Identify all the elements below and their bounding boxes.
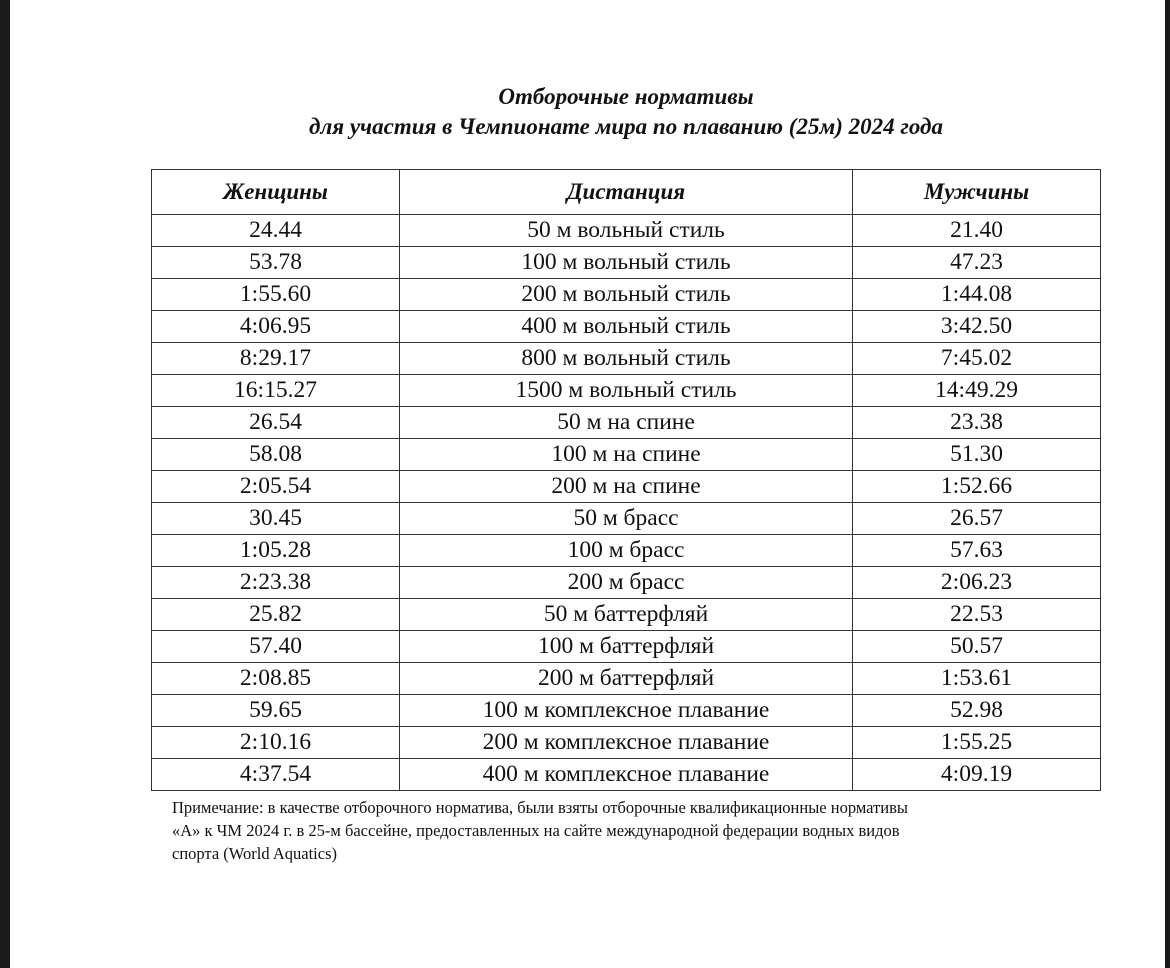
table-row (152, 535, 1101, 567)
distance-cell: 50 м брасс (400, 503, 853, 535)
table-row (152, 343, 1101, 375)
women-time-cell: 57.40 (152, 631, 400, 663)
men-time-cell: 51.30 (853, 439, 1101, 471)
header-men: Мужчины (853, 170, 1101, 215)
table-row (152, 631, 1101, 663)
distance-cell: 50 м баттерфляй (400, 599, 853, 631)
men-time-cell: 7:45.02 (853, 343, 1101, 375)
men-time-cell: 47.23 (853, 247, 1101, 279)
page-title (0, 82, 1170, 142)
table-row (152, 599, 1101, 631)
table-row (152, 375, 1101, 407)
women-time-cell: 30.45 (152, 503, 400, 535)
distance-cell: 1500 м вольный стиль (400, 375, 853, 407)
men-time-cell: 4:09.19 (853, 759, 1101, 791)
distance-cell: 200 м комплексное плавание (400, 727, 853, 759)
men-time-cell: 3:42.50 (853, 311, 1101, 343)
women-time-cell: 25.82 (152, 599, 400, 631)
table-row (152, 407, 1101, 439)
women-time-cell: 58.08 (152, 439, 400, 471)
distance-cell: 100 м вольный стиль (400, 247, 853, 279)
distance-cell: 100 м брасс (400, 535, 853, 567)
table-row (152, 279, 1101, 311)
men-time-cell: 2:06.23 (853, 567, 1101, 599)
table-row (152, 567, 1101, 599)
men-time-cell: 1:44.08 (853, 279, 1101, 311)
table-row (152, 247, 1101, 279)
standards-table (151, 169, 1101, 791)
men-time-cell: 22.53 (853, 599, 1101, 631)
men-time-cell: 23.38 (853, 407, 1101, 439)
header-distance: Дистанция (400, 170, 853, 215)
table-row (152, 311, 1101, 343)
women-time-cell: 4:37.54 (152, 759, 400, 791)
header-women: Женщины (152, 170, 400, 215)
women-time-cell: 2:05.54 (152, 471, 400, 503)
table-row (152, 503, 1101, 535)
distance-cell: 50 м вольный стиль (400, 215, 853, 247)
men-time-cell: 50.57 (853, 631, 1101, 663)
footnote (172, 796, 1072, 865)
men-time-cell: 1:55.25 (853, 727, 1101, 759)
women-time-cell: 59.65 (152, 695, 400, 727)
distance-cell: 200 м вольный стиль (400, 279, 853, 311)
women-time-cell: 4:06.95 (152, 311, 400, 343)
table-header-row (152, 170, 1101, 215)
distance-cell: 200 м на спине (400, 471, 853, 503)
distance-cell: 100 м на спине (400, 439, 853, 471)
women-time-cell: 24.44 (152, 215, 400, 247)
men-time-cell: 1:52.66 (853, 471, 1101, 503)
distance-cell: 100 м баттерфляй (400, 631, 853, 663)
men-time-cell: 57.63 (853, 535, 1101, 567)
men-time-cell: 21.40 (853, 215, 1101, 247)
women-time-cell: 8:29.17 (152, 343, 400, 375)
screen-edge-right (1165, 0, 1170, 968)
footnote-line: спорта (World Aquatics) (172, 844, 337, 863)
women-time-cell: 16:15.27 (152, 375, 400, 407)
women-time-cell: 1:55.60 (152, 279, 400, 311)
women-time-cell: 53.78 (152, 247, 400, 279)
women-time-cell: 2:10.16 (152, 727, 400, 759)
table-row (152, 663, 1101, 695)
title-line-2: для участия в Чемпионате мира по плаванию (25м) 2024 года (309, 114, 943, 139)
men-time-cell: 52.98 (853, 695, 1101, 727)
table-row (152, 439, 1101, 471)
table-row (152, 215, 1101, 247)
table-row (152, 759, 1101, 791)
title-line-1: Отборочные нормативы (498, 84, 754, 109)
distance-cell: 50 м на спине (400, 407, 853, 439)
table-row (152, 471, 1101, 503)
distance-cell: 200 м баттерфляй (400, 663, 853, 695)
distance-cell: 100 м комплексное плавание (400, 695, 853, 727)
footnote-line: Примечание: в качестве отборочного норматива, были взяты отборочные квалификационные нормативы (172, 798, 908, 817)
men-time-cell: 14:49.29 (853, 375, 1101, 407)
women-time-cell: 2:08.85 (152, 663, 400, 695)
women-time-cell: 2:23.38 (152, 567, 400, 599)
distance-cell: 200 м брасс (400, 567, 853, 599)
men-time-cell: 1:53.61 (853, 663, 1101, 695)
table-body (152, 215, 1101, 791)
screen-edge-left (0, 0, 10, 968)
footnote-line: «А» к ЧМ 2024 г. в 25-м бассейне, предоставленных на сайте международной федерации водных видов (172, 821, 900, 840)
distance-cell: 400 м комплексное плавание (400, 759, 853, 791)
women-time-cell: 26.54 (152, 407, 400, 439)
table-row (152, 727, 1101, 759)
women-time-cell: 1:05.28 (152, 535, 400, 567)
distance-cell: 400 м вольный стиль (400, 311, 853, 343)
table-row (152, 695, 1101, 727)
men-time-cell: 26.57 (853, 503, 1101, 535)
distance-cell: 800 м вольный стиль (400, 343, 853, 375)
